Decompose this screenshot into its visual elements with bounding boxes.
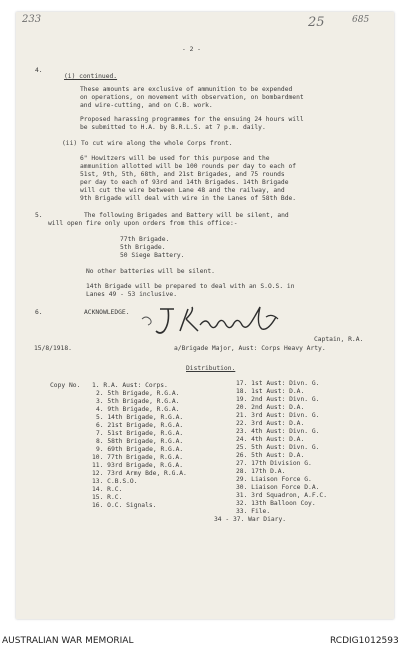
section-4-para3-line4: per day to each of 93rd and 14th Brigades. 14th Brigade <box>80 179 289 186</box>
distribution-item: 9. 69th Brigade, R.G.A. <box>96 446 184 453</box>
silent-unit-3: 50 Siege Battery. <box>120 252 185 259</box>
distribution-item: 25. 5th Aust: Divn. G. <box>236 444 320 451</box>
distribution-item: 6. 21st Brigade, R.G.A. <box>96 422 184 429</box>
distribution-item: 7. 51st Brigade, R.G.A. <box>96 430 184 437</box>
section-5-intro-line2: will open fire only upon orders from this office:- <box>48 220 238 227</box>
footer-record-id: RCDIG1012593 <box>330 636 399 646</box>
section-5-note: No other batteries will be silent. <box>86 268 215 275</box>
section-4-para2-line2: be submitted to H.A. by B.R.L.S. at 7 p.m. daily. <box>80 124 266 131</box>
section-4-para2-line1: Proposed harassing programmes for the ensuing 24 hours will <box>80 116 304 123</box>
distribution-item: 4. 9th Brigade, R.G.A. <box>96 406 180 413</box>
distribution-item: 27. 17th Division G. <box>236 460 312 467</box>
section-4-heading: (i) continued. <box>64 73 118 80</box>
document-date: 15/8/1918. <box>34 345 72 352</box>
footer-source-label: AUSTRALIAN WAR MEMORIAL <box>2 636 134 646</box>
distribution-item: 15. R.C. <box>92 494 123 501</box>
distribution-item: 34 - 37. War Diary. <box>214 516 287 523</box>
distribution-item: 3. 5th Brigade, R.G.A. <box>96 398 180 405</box>
section-6-number: 6. <box>35 309 43 316</box>
section-4-para3-line1: 6" Howitzers will be used for this purpose and the <box>80 155 270 162</box>
distribution-item: 28. 17th D.A. <box>236 468 286 475</box>
distribution-item: 1. R.A. Aust: Corps. <box>92 382 168 389</box>
annotation-folio-left: 233 <box>22 14 42 25</box>
signatory-role: a/Brigade Major, Aust: Corps Heavy Arty. <box>174 345 326 352</box>
distribution-item: 32. 13th Balloon Coy. <box>236 500 316 507</box>
page-number: - 2 - <box>182 46 201 53</box>
distribution-item: 10. 77th Brigade, R.G.A. <box>92 454 183 461</box>
copy-no-label: Copy No. <box>50 382 81 389</box>
section-4-para1-line1: These amounts are exclusive of ammunition to be expended <box>80 86 293 93</box>
distribution-item: 13. C.B.S.O. <box>92 478 138 485</box>
silent-unit-1: 77th Brigade. <box>120 236 170 243</box>
silent-unit-2: 5th Brigade. <box>120 244 166 251</box>
distribution-item: 29. Liaison Force G. <box>236 476 312 483</box>
signature-image <box>140 305 290 337</box>
section-6-text: ACKNOWLEDGE. <box>84 309 130 316</box>
distribution-item: 18. 1st Aust: D.A. <box>236 388 305 395</box>
section-4-para1-line3: and wire-cutting, and on C.B. work. <box>80 102 213 109</box>
section-4-para3-line2: ammunition allotted will be 100 rounds per day to each of <box>80 163 297 170</box>
section-5-sos-line1: 14th Brigade will be prepared to deal with an S.O.S. in <box>86 283 295 290</box>
distribution-item: 23. 4th Aust: Divn. G. <box>236 428 320 435</box>
distribution-item: 14. R.C. <box>92 486 123 493</box>
distribution-item: 17. 1st Aust: Divn. G. <box>236 380 320 387</box>
section-5-number: 5. <box>35 212 43 219</box>
distribution-item: 5. 14th Brigade, R.G.A. <box>96 414 184 421</box>
section-5-sos-line2: Lanes 49 - 53 inclusive. <box>86 291 177 298</box>
distribution-item: 19. 2nd Aust: Divn. G. <box>236 396 320 403</box>
distribution-title: Distribution. <box>186 365 236 372</box>
section-4-number: 4. <box>35 67 43 74</box>
section-5-intro-line1: The following Brigades and Battery will be silent, and <box>84 212 289 219</box>
distribution-item: 33. File. <box>236 508 271 515</box>
distribution-item: 12. 73rd Army Bde, R.G.A. <box>92 470 187 477</box>
distribution-item: 30. Liaison Force D.A. <box>236 484 320 491</box>
distribution-item: 2. 5th Brigade, R.G.A. <box>96 390 180 397</box>
section-4-para3-line5: will cut the wire between Lane 48 and the railway, and <box>80 187 285 194</box>
annotation-folio-number: 685 <box>352 15 370 25</box>
distribution-item: 26. 5th Aust: D.A. <box>236 452 305 459</box>
distribution-item: 16. O.C. Signals. <box>92 502 157 509</box>
section-4-para3-line3: 51st, 9th, 5th, 68th, and 21st Brigades, and 75 rounds <box>80 171 285 178</box>
section-4-subitem-ii: (ii) To cut wire along the whole Corps front. <box>62 140 233 147</box>
annotation-folio-right: 25 <box>308 15 325 30</box>
distribution-item: 20. 2nd Aust: D.A. <box>236 404 305 411</box>
signatory-rank: Captain, R.A. <box>314 336 364 343</box>
distribution-item: 21. 3rd Aust: Divn. G. <box>236 412 320 419</box>
distribution-item: 24. 4th Aust: D.A. <box>236 436 305 443</box>
distribution-item: 22. 3rd Aust: D.A. <box>236 420 305 427</box>
distribution-item: 8. 58th Brigade, R.G.A. <box>96 438 184 445</box>
distribution-item: 11. 93rd Brigade, R.G.A. <box>92 462 183 469</box>
distribution-item: 31. 3rd Squadron, A.F.C. <box>236 492 327 499</box>
section-4-para1-line2: on operations, on movement with observation, on bombardment <box>80 94 304 101</box>
section-4-para3-line6: 9th Brigade will deal with wire in the Lanes of 58th Bde. <box>80 195 297 202</box>
